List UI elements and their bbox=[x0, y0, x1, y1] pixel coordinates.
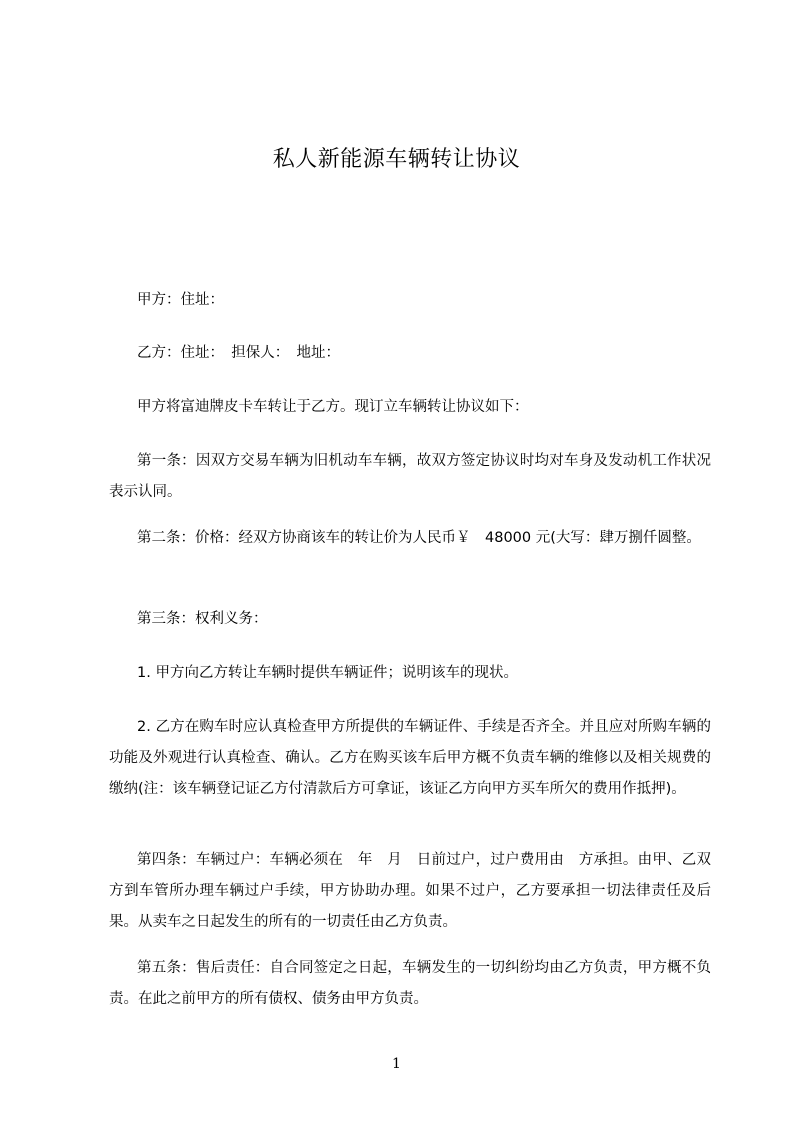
document-title: 私人新能源车辆转让协议 bbox=[272, 147, 521, 172]
article-2: 第二条：价格：经双方协商该车的转让价为人民币￥ 48000 元(大写：肆万捌仟圆整。 bbox=[137, 530, 701, 546]
article-1: 第一条：因双方交易车辆为旧机动车车辆，故双方签定协议时均对车身及发动机工作状况表示认同。 bbox=[109, 453, 711, 500]
article-5: 第五条：售后责任：自合同签定之日起，车辆发生的一切纠纷均由乙方负责，甲方概不负责。在此之前甲方的所有债权、债务由甲方负责。 bbox=[109, 960, 711, 1007]
article-3-item-2: 2. 乙方在购车时应认真检查甲方所提供的车辆证件、手续是否齐全。并且应对所购车辆的功能及外观进行认真检查、确认。乙方在购买该车后甲方概不负责车辆的维修以及相关规费的缴纳(注：该车辆登记证乙方付清款后方可拿证，该证乙方向甲方买车所欠的费用作抵押)。 bbox=[109, 719, 711, 797]
article-3-item-1: 1. 甲方向乙方转让车辆时提供车辆证件；说明该车的现状。 bbox=[137, 665, 518, 681]
intro-paragraph: 甲方将富迪牌皮卡车转让于乙方。现订立车辆转让协议如下： bbox=[137, 399, 529, 415]
article-4: 第四条：车辆过户：车辆必须在 年 月 日前过户，过户费用由 方承担。由甲、乙双方到车管所办理车辆过户手续，甲方协助办理。如果不过户，乙方要承担一切法律责任及后果。从卖车之日起发生的所有的一切责任由乙方负责。 bbox=[109, 852, 711, 930]
page-number: 1 bbox=[392, 1056, 401, 1072]
party-a-line: 甲方：住址： bbox=[137, 292, 224, 308]
article-3-heading: 第三条：权利义务： bbox=[137, 611, 268, 627]
party-b-line: 乙方：住址： 担保人： 地址： bbox=[137, 345, 340, 361]
